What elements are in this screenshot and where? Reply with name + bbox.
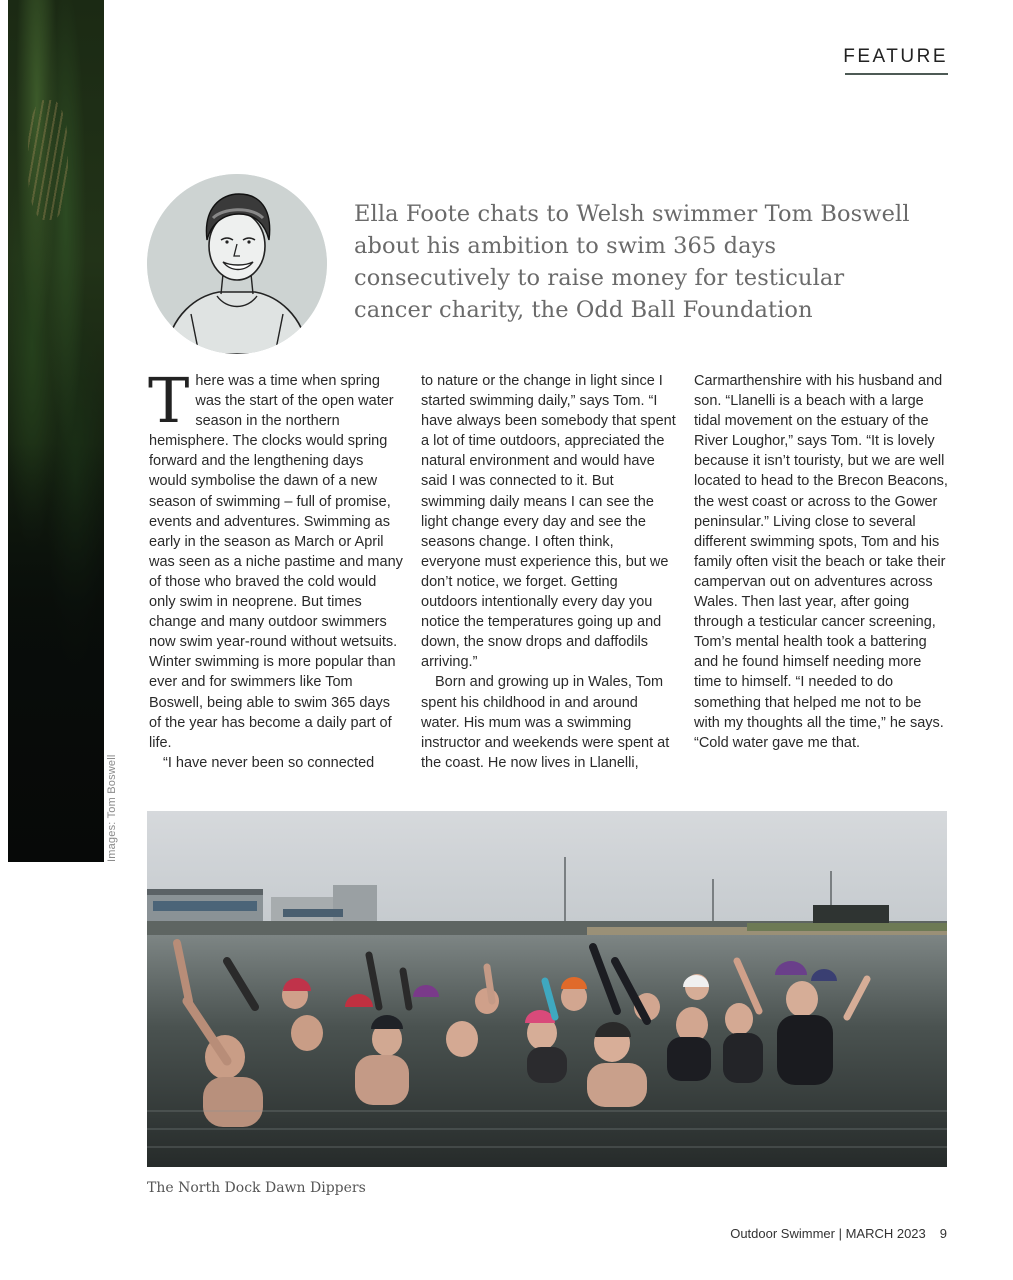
page-number: 9 <box>939 1226 947 1241</box>
group-swim-photo <box>147 811 947 1167</box>
group-swim-scene <box>147 811 947 1167</box>
section-rule <box>845 73 948 75</box>
side-photo-reeds <box>28 100 68 220</box>
page-footer <box>730 1226 947 1241</box>
article-paragraph: Born and growing up in Wales, Tom spent his childhood in and around water. His mum was a swimming instructor and weekends were spent at the coast. He now lives in Llanelli, <box>421 674 670 771</box>
article-column-3 <box>694 371 950 753</box>
article-column-2 <box>421 371 677 773</box>
section-label: FEATURE <box>843 46 948 67</box>
article-text: here was a time when spring was the start of the open water season in the northern hemisphere. The clocks would spring forward and the lengthening days would symbolise the dawn of a new season of swimming – full of promise, events and adventures. Swimming as early in the season as March or April was seen as a niche pastime and many of those who braved the cold would only swim in neoprene. But times change and many outdoor swimmers now swim year-round without wetsuits. Winter swimming is more popular than ever and for swimmers like Tom Boswell, being able to swim 365 days of the year has become a daily part of life. <box>149 373 403 751</box>
article-column-1 <box>148 364 405 773</box>
author-portrait-illustration <box>147 174 327 354</box>
portrait-drawing <box>147 174 327 354</box>
side-photo-forest <box>8 0 104 862</box>
standfirst: Ella Foote chats to Welsh swimmer Tom Boswell about his ambition to swim 365 days consecutively to raise money for testicular cancer charity, the Odd Ball Foundation <box>354 201 910 323</box>
image-credit: Images: Tom Boswell <box>106 754 118 862</box>
side-photo-water <box>8 442 104 862</box>
article-paragraph: Carmarthenshire with his husband and son. “Llanelli is a beach with a large tidal movement on the estuary of the River Loughor,” says Tom. “It is lovely because it isn’t touristy, but we are well located to head to the Brecon Beacons, the west coast or across to the Gower peninsular.” Living close to several different swimming spots, Tom and his family often visit the beach or take their campervan out on adventures across Wales. Then last year, after going through a testicular cancer screening, Tom’s mental health took a battering and he found himself needing more time to himself. “I needed to do something that helped me not to be with my thoughts all the time,” he says. “Cold water gave me that. <box>694 373 948 751</box>
publication-name: Outdoor Swimmer | MARCH 2023 <box>730 1226 926 1241</box>
photo-caption: The North Dock Dawn Dippers <box>147 1180 366 1196</box>
article-paragraph: “I have never been so connected <box>163 754 375 771</box>
article-paragraph: to nature or the change in light since I started swimming daily,” says Tom. “I have always been somebody that spent a lot of time outdoors, appreciated the natural environment and would have said I was connected to it. But swimming daily means I can see the light change every day and see the seasons change. I often think, everyone must experience this, but we don’t notice, we forget. Getting outdoors intentionally every day you notice the temperatures going up and down, the snow drops and daffodils arriving.” <box>421 373 676 671</box>
drop-cap: T <box>148 364 190 437</box>
article-paragraph <box>148 364 405 753</box>
